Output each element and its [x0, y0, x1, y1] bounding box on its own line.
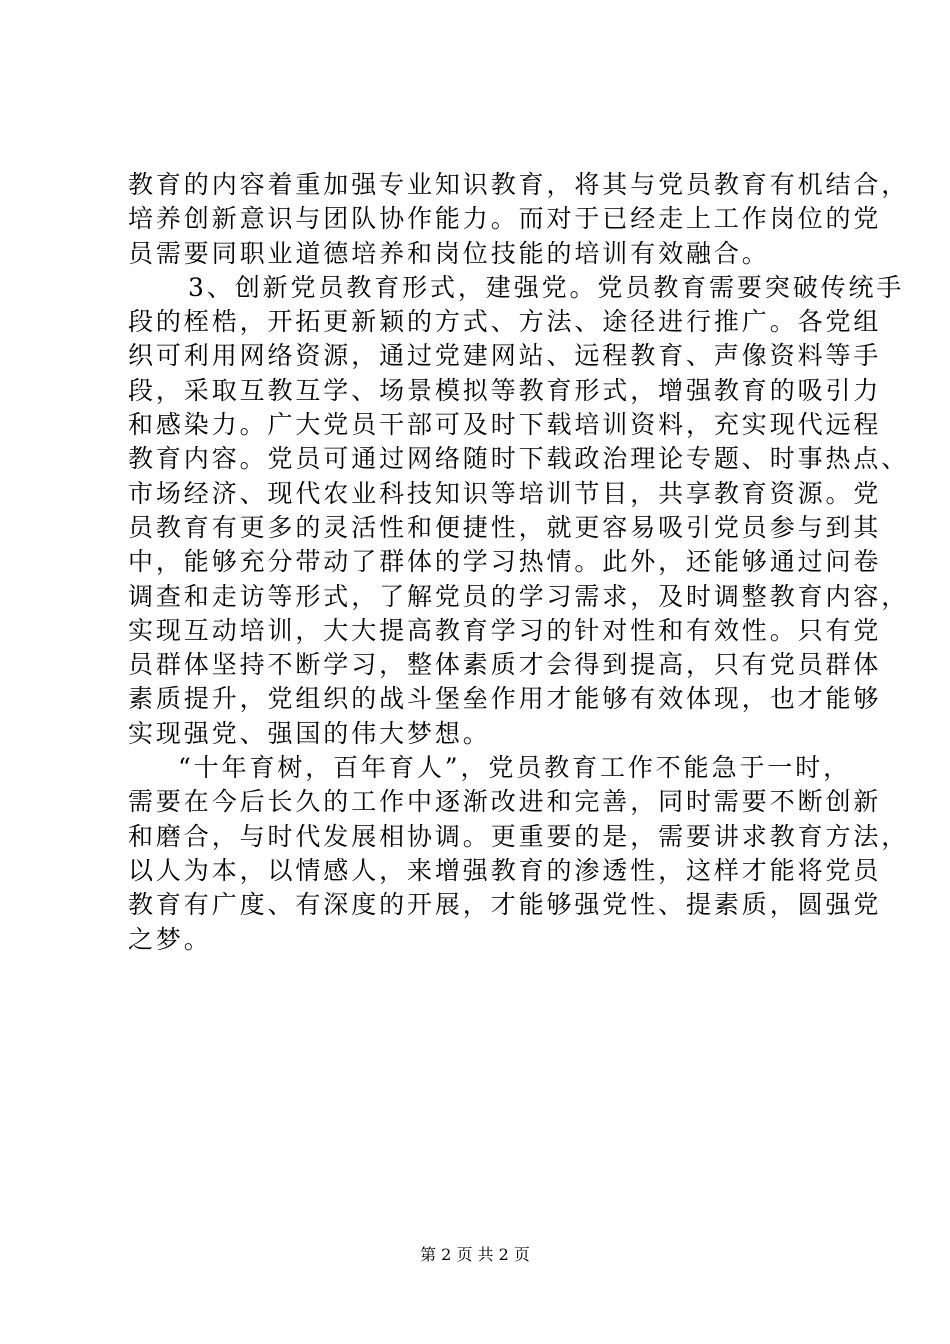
text-line: 织可利用网络资源，通过党建网站、远程教育、声像资料等手: [128, 341, 882, 371]
page-footer: [0, 1242, 950, 1265]
text-line: 段的桎梏，开拓更新颖的方式、方法、途径进行推广。各党组: [128, 307, 882, 337]
text-line: 和磨合，与时代发展相协调。更重要的是，需要讲求教育方法，: [128, 821, 910, 851]
page-number-label: 第 2 页 共 2 页: [420, 1245, 530, 1264]
text-line: 教育内容。党员可通过网络随时下载政治理论专题、时事热点、: [128, 444, 910, 474]
text-line: 需要在今后长久的工作中逐渐改进和完善，同时需要不断创新: [128, 787, 882, 817]
text-line: 教育有广度、有深度的开展，才能够强党性、提素质，圆强党: [128, 890, 882, 920]
text-line: 中，能够充分带动了群体的学习热情。此外，还能够通过问卷: [128, 547, 882, 577]
paragraph-start-line: “十年育树，百年育人”，党员教育工作不能急于一时，: [178, 753, 852, 783]
text-line: 员群体坚持不断学习，整体素质才会得到提高，只有党员群体: [128, 650, 882, 680]
text-line: 以人为本，以情感人，来增强教育的渗透性，这样才能将党员: [128, 855, 882, 885]
text-line: 员教育有更多的灵活性和便捷性，就更容易吸引党员参与到其: [128, 512, 882, 542]
text-line: 实现强党、强国的伟大梦想。: [128, 718, 491, 748]
document-body: [128, 168, 910, 957]
text-line: 素质提升，党组织的战斗堡垒作用才能够有效体现，也才能够: [128, 684, 882, 714]
text-line: 和感染力。广大党员干部可及时下载培训资料，充实现代远程: [128, 410, 882, 440]
paragraph-start-line: 3、创新党员教育形式，建强党。党员教育需要突破传统手: [188, 272, 905, 302]
text-line: 教育的内容着重加强专业知识教育，将其与党员教育有机结合，: [128, 170, 910, 199]
text-line: 调查和走访等形式，了解党员的学习需求，及时调整教育内容，: [128, 581, 910, 611]
text-line: 实现互动培训，大大提高教育学习的针对性和有效性。只有党: [128, 615, 882, 645]
text-line: 培养创新意识与团队协作能力。而对于已经走上工作岗位的党: [128, 204, 882, 234]
text-line: 段，采取互教互学、场景模拟等教育形式，增强教育的吸引力: [128, 375, 882, 405]
text-line: 市场经济、现代农业科技知识等培训节目，共享教育资源。党: [128, 478, 882, 508]
text-line: 员需要同职业道德培养和岗位技能的培训有效融合。: [128, 238, 770, 268]
text-line: 之梦。: [128, 924, 212, 954]
